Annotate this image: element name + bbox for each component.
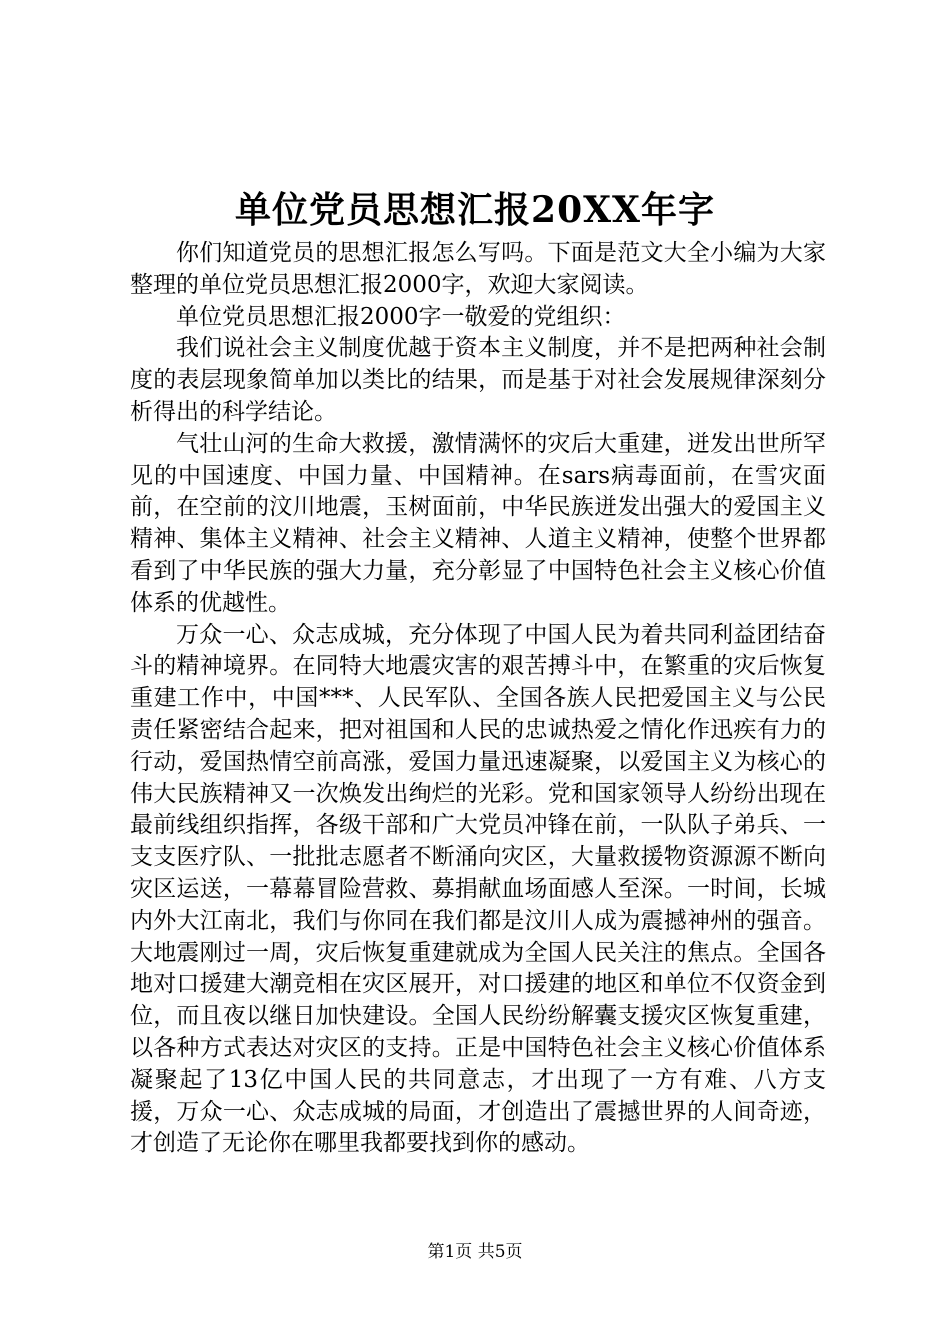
- document-title: 单位党员思想汇报20XX年字: [235, 189, 715, 231]
- paragraph-unity: 万众一心、众志成城，充分体现了中国人民为着共同利益团结奋斗的精神境界。在同特大地震灾害的艰苦搏斗中，在繁重的灾后恢复重建工作中，中国***、人民军队、全国各族人民把爱国主义与公民责任紧密结合起来，把对祖国和人民的忠诚热爱之情化作迅疾有力的行动，爱国热情空前高涨，爱国力量迅速凝聚，以爱国主义为核心的伟大民族精神又一次焕发出绚烂的光彩。党和国家领导人纷纷出现在最前线组织指挥，各级干部和广大党员冲锋在前，一队队子弟兵、一支支医疗队、一批批志愿者不断涌向灾区，大量救援物资源源不断向灾区运送，一幕幕冒险营救、募捐献血场面感人至深。一时间，长城内外大江南北，我们与你同在我们都是汶川人成为震撼神州的强音。大地震刚过一周，灾后恢复重建就成为全国人民关注的焦点。全国各地对口援建大潮竞相在灾区展开，对口援建的地区和单位不仅资金到位，而且夜以继日加快建设。全国人民纷纷解囊支援灾区恢复重建，以各种方式表达对灾区的支持。正是中国特色社会主义核心价值体系凝聚起了13亿中国人民的共同意志，才出现了一方有难、八方支援，万众一心、众志成城的局面，才创造出了震撼世界的人间奇迹，才创造了无论你在哪里我都要找到你的感动。: [130, 621, 826, 1157]
- paragraph-intro: 你们知道党员的思想汇报怎么写吗。下面是范文大全小编为大家整理的单位党员思想汇报2000字，欢迎大家阅读。: [130, 240, 826, 298]
- document-body: [130, 238, 826, 1160]
- paragraph-socialism: 我们说社会主义制度优越于资本主义制度，并不是把两种社会制度的表层现象简单加以类比的结果，而是基于对社会发展规律深刻分析得出的科学结论。: [130, 335, 826, 425]
- paragraph-salutation: 单位党员思想汇报2000字一敬爱的党组织：: [176, 303, 626, 330]
- page-footer: 第1页 共5页: [427, 1242, 523, 1262]
- paragraph-rescue: 气壮山河的生命大救援，激情满怀的灾后大重建，迸发出世所罕见的中国速度、中国力量、中国精神。在sars病毒面前，在雪灾面前，在空前的汶川地震，玉树面前，中华民族迸发出强大的爱国主义精神、集体主义精神、社会主义精神、人道主义精神，使整个世界都看到了中华民族的强大力量，充分彰显了中国特色社会主义核心价值体系的优越性。: [130, 430, 826, 616]
